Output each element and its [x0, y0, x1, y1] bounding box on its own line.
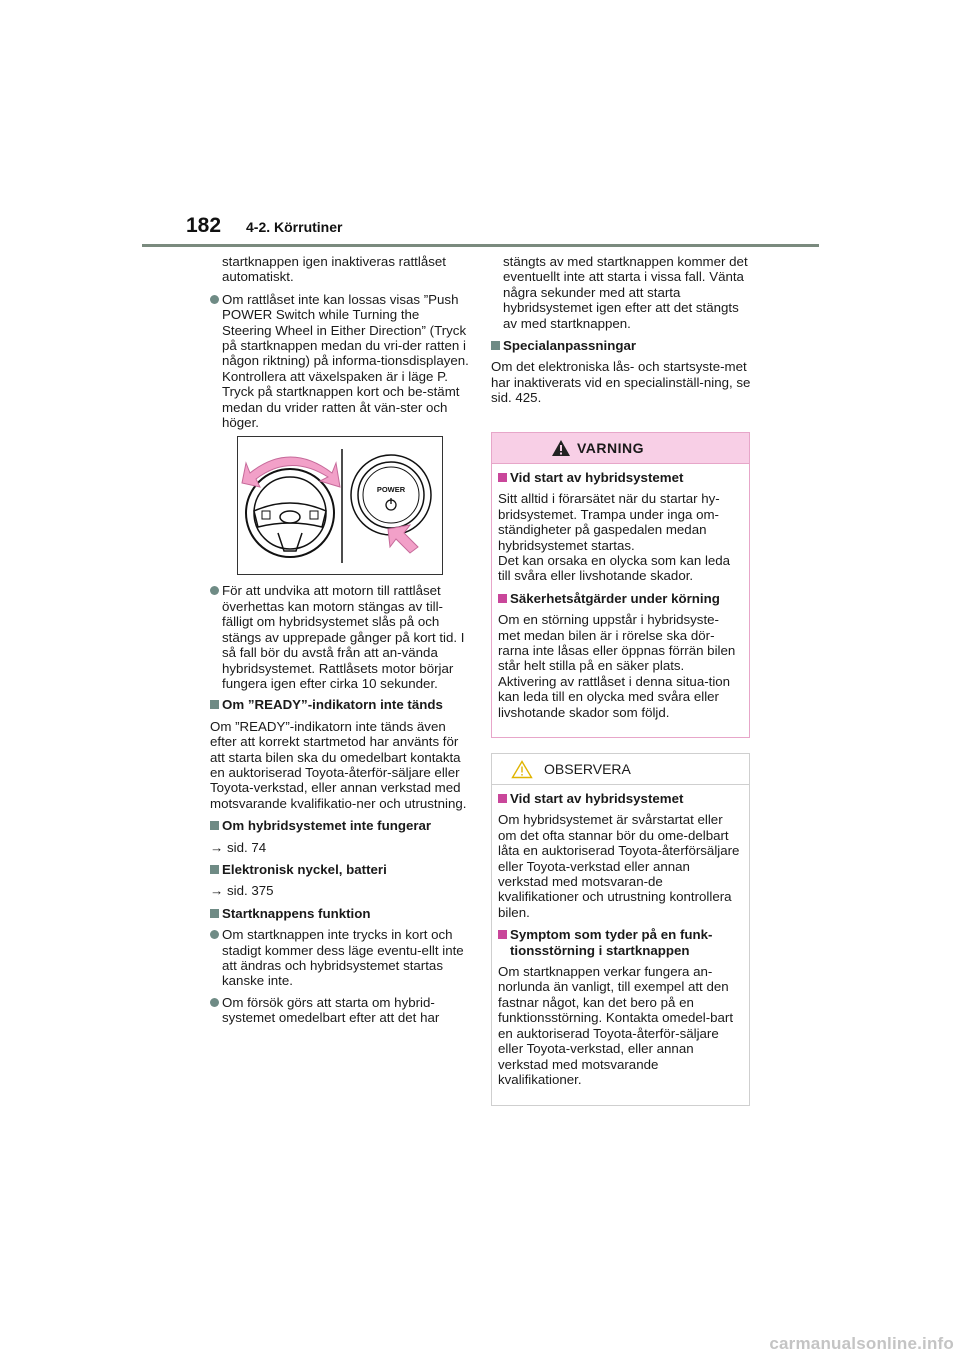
left-column — [210, 254, 472, 1032]
warning-body — [492, 464, 749, 720]
heading-function — [210, 906, 472, 921]
warning-title: VARNING — [577, 440, 645, 456]
bullet-text: Om startknappen inte trycks in kort och stadigt kommer dess läge eventu-ellt inte att ändras och hybridsystemet startas kanske inte. — [222, 927, 464, 989]
heading-square-icon — [210, 865, 219, 874]
heading-battery — [210, 862, 472, 877]
section-title: 4-2. Körrutiner — [246, 219, 343, 235]
heading-text: Specialanpassningar — [503, 338, 637, 354]
ready-text: Om ”READY”-indikatorn inte tänds även efter att korrekt startmetod har använts för att starta bilen ska du omedelbart kontakta en auktoriserad Toyota-återför-säljare eller Toyota-verkstad, eller annan verkstad med motsvarande kvalifikatio-ner och utrustning. — [210, 718, 467, 811]
heading-text: Om hybridsystemet inte fungerar — [222, 818, 432, 834]
heading-square-icon — [498, 473, 507, 482]
bullet-dot-icon — [210, 586, 219, 595]
bullet-dot-icon — [210, 295, 219, 304]
right-column — [491, 254, 753, 413]
page-reference-link[interactable]: → sid. 375 — [210, 883, 274, 899]
heading-text: Vid start av hybridsystemet — [510, 470, 684, 485]
steering-wheel-power-illustration — [238, 437, 442, 574]
bullet-dot-icon — [210, 930, 219, 939]
notice-text-symptom: Om startknappen verkar fungera an-norlunda än vanligt, till exempel att den fastnar något, kan det bero på en funktionsstörning. Kontakta omedel-bart en auktoriserad Toyota-återför-säljare eller Toyota-verkstad, eller annan verkstad med motsvarande kvalifikationer. — [498, 964, 734, 1087]
warning-box — [491, 432, 750, 738]
header-rule — [142, 244, 819, 247]
warning-heading-driving — [498, 591, 741, 606]
intro-text: startknappen igen inaktiveras rattlåset automatiskt. — [222, 254, 446, 285]
page-reference-link[interactable]: → sid. 74 — [210, 839, 267, 855]
heading-text: Vid start av hybridsystemet — [510, 791, 684, 806]
warning-heading-start — [498, 470, 741, 485]
notice-text-start: Om hybridsystemet är svårstartat eller om det ofta stannar bör du ome-delbart låta en auktoriserad Toyota-återförsäljare eller Toyota-verkstad eller annan verkstad med motsvaran-de kvalifikationer och utrustning kontrollera bilen. — [498, 812, 740, 920]
caution-triangle-icon — [511, 760, 533, 779]
heading-special — [491, 338, 753, 353]
heading-square-icon — [498, 794, 507, 803]
warning-text-driving: Om en störning uppstår i hybridsyste-met medan bilen är i rörelse ska dör-rarna inte låsas eller öppnas förrän bilen står helt stilla på en säker plats. Aktivering av rattlåset i denna situa-tion kan leda till en olycka med svåra eller livshotande skador som följd. — [498, 612, 736, 720]
bullet-steering-lock — [210, 292, 472, 431]
bullet-text: För att undvika att motorn till rattlåset överhettas kan motorn stängas av till-fälligt om hybridsystemet slås på och stängs av upprepade gånger på kort tid. I så fall bör du avstå från att an-vända hybridsystemet. Rattlåsets motor börjar fungera igen efter cirka 10 sekunder. — [222, 583, 465, 691]
steering-power-figure — [237, 436, 443, 575]
heading-square-icon — [210, 700, 219, 709]
notice-title: OBSERVERA — [544, 761, 631, 777]
bullet-motor-overheat — [210, 583, 472, 691]
notice-header — [492, 754, 749, 785]
page-number: 182 — [186, 214, 222, 237]
heading-text: Startknappens funktion — [222, 905, 371, 921]
heading-text: Elektronisk nyckel, batteri — [222, 861, 387, 877]
heading-text: Symptom som tyder på en funk-tionsstörning i startknappen — [510, 927, 713, 958]
heading-square-icon — [498, 930, 507, 939]
warning-header — [492, 433, 749, 464]
bullet-text: Om rattlåset inte kan lossas visas ”Push POWER Switch while Turning the Steering Wheel in Either Direction” (Tryck på startknappen medan du vri-der ratten i någon riktning) på informa-tionsdisplayen. Kontrollera att växelspaken är i läge P. Tryck på startknappen kort och be-stämt medan du vrider ratten åt vän-ster och höger. — [222, 291, 469, 431]
warning-triangle-icon — [551, 439, 571, 457]
bullet-text: Om försök görs att starta om hybrid-systemet omedelbart efter att det har — [222, 994, 440, 1026]
heading-text: Säkerhetsåtgärder under körning — [510, 590, 720, 606]
continued-text: stängts av med startknappen kommer det eventuellt inte att starta i vissa fall. Vänta några sekunder med att starta hybridsystemet igen efter att det stängts av med startknappen. — [503, 254, 748, 331]
heading-text: Om ”READY”-indikatorn inte tänds — [222, 697, 443, 713]
heading-ready — [210, 697, 472, 712]
watermark-text[interactable]: carmanualsonline.info — [769, 1334, 954, 1353]
warning-text-start: Sitt alltid i förarsätet när du startar hy-bridsystemet. Trampa under inga om-ständigheter på gaspedalen medan hybridsystemet startas. Det kan orsaka en olycka som kan leda till svåra eller livshotande skador. — [498, 491, 731, 584]
bullet-press-firmly — [210, 927, 472, 989]
heading-square-icon — [210, 821, 219, 830]
heading-square-icon — [491, 341, 500, 350]
notice-heading-start — [498, 791, 741, 806]
heading-square-icon — [498, 594, 507, 603]
notice-body — [492, 785, 749, 1087]
heading-square-icon — [210, 909, 219, 918]
notice-box — [491, 753, 750, 1106]
power-label: POWER — [376, 485, 406, 495]
bullet-dot-icon — [210, 998, 219, 1007]
notice-heading-symptom — [498, 927, 741, 958]
bullet-restart — [210, 995, 472, 1026]
heading-hybrid — [210, 818, 472, 833]
special-text: Om det elektroniska lås- och startsyste-met har inaktiverats vid en specialinställ-ning, se sid. 425. — [491, 359, 751, 406]
